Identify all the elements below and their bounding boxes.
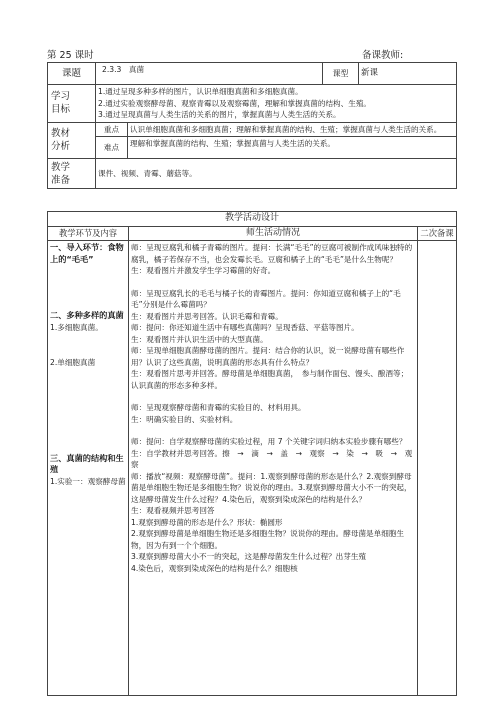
section1-title: 一、导入环节：食物上的“毛毛” (50, 242, 124, 264)
activity-line: 生：观看视频并思考回答 (131, 506, 215, 515)
goal-item: 2.通过实验观察酵母菌、观察青霉以及观察霉菌，理解和掌握真菌的结构、生殖。 (98, 98, 372, 108)
type-value: 新课 (359, 63, 457, 85)
activity-line: 师：播放“视频：观察酵母菌”。提问：1.观察到酵母菌的形态是什么？2.观察到酵母菌是单细胞生物还是多细胞生物？说说你的理由。3.观察到酵母菌大小不一的突起，这是酵母菌发生什么过程？4.染色后，观察到染成深色的结构是什么？ (131, 471, 412, 504)
activity-line: 生：明确实验目的、实验材料。 (131, 414, 238, 424)
section2-title: 二、多种多样的真菌 (50, 310, 124, 320)
activity-line: 生：观看图片并思考回答。认识毛霉和青霉。 (131, 311, 283, 321)
activity-line: 生：观看图片并认识生活中的大型真菌。 (131, 334, 268, 344)
col-header-stage: 教学环节及内容 (48, 226, 129, 241)
activity-line: 师：提问：自学观察酵母菌的实验过程，用 7 个关键字词归纳本实验步骤有哪些？ (131, 437, 407, 446)
teacher-label: 备课教师: (362, 50, 404, 61)
lesson-number: 第 25 课时 (47, 50, 94, 61)
type-label: 课型 (323, 63, 359, 85)
key-label: 重点 (96, 122, 128, 137)
design-table (47, 211, 457, 696)
activity-line: 师：呈现豆腐乳长的毛毛与橘子长的青霉图片。提问：你知道豆腐和橘子上的“毛毛”分别是什么霉菌吗？ (131, 288, 401, 309)
design-title: 教学活动设计 (48, 212, 457, 227)
col-header-activity: 师生活动情况 (129, 226, 418, 241)
activity-line: 生：观看图片并激发学生学习霉菌的好奇。 (131, 266, 276, 275)
section2-sub2: 2.单细胞真菌 (50, 358, 96, 367)
prep-label (48, 159, 96, 189)
topic-value: 2.3.3 真菌 (96, 63, 323, 85)
analysis-label-text: 教材分析 (51, 128, 71, 153)
activity-line: 师：呈现豆腐乳和橘子青霉的图片。提问：长满“毛毛”的豆腐可被制作成风味独特的腐乳，橘子若保存不当，也会发霉长毛。豆腐和橘子上的“毛毛”是什么生物呢？ (131, 243, 413, 264)
section3-sub: 1.实验一：观察酵母菌 (50, 476, 126, 486)
revision-cell (418, 241, 457, 696)
prep-text: 课件、视频、青霉、蘑菇等。 (96, 159, 457, 189)
activity-cell (129, 241, 418, 696)
col-header-revision: 二次备课 (418, 226, 457, 241)
activity-line: 2.观察到酵母菌是单细胞生物还是多细胞生物？说说你的理由。酵母菌是单细胞生物，因为有到一个个细胞。 (131, 529, 405, 550)
activity-line: 3.观察到酵母菌大小不一的突起，这是酵母菌发生什么过程？出芽生殖 (131, 552, 367, 561)
activity-line: 生：自学教材并思考回答。擦 → 滴 → 盖 → 观察 → 染 → 吸 → 观察 (131, 448, 413, 469)
info-table (47, 62, 457, 189)
prep-label-text: 教学准备 (51, 161, 71, 186)
goal-item: 1.通过呈现多种多样的图片，认识单细胞真菌和多细胞真菌。 (98, 87, 303, 96)
activity-line: 师：呈现单细胞真菌酵母菌的图片。提问：结合你的认识，说一说酵母菌有哪些作用？认识了这些真菌，说明真菌的形态具有什么特点？ (131, 346, 405, 367)
activity-line: 生：观看图片思考并回答。酵母菌是单细胞真菌， 参与制作面包、馒头、酿酒等；认识真菌的形态多种多样。 (131, 369, 409, 390)
activity-line: 1.观察到酵母菌的形态是什么？形状：椭圆形 (131, 517, 283, 527)
topic-label: 课题 (48, 63, 96, 85)
diff-label: 难点 (96, 137, 128, 159)
stage-cell (48, 241, 129, 696)
goals-cell (96, 85, 457, 123)
analysis-label (48, 122, 96, 159)
goal-item: 3.通过呈现真菌与人类生活的关系的图片，掌握真菌与人类生活的关系。 (98, 110, 341, 119)
section2-sub1: 1.多细胞真菌。 (50, 322, 103, 332)
goals-label-text: 学习目标 (51, 91, 71, 116)
activity-line: 师：呈现观察酵母菌和青霉的实验目的、材料用具。 (131, 403, 306, 412)
section3-title: 三、真菌的结构和生殖 (50, 452, 124, 474)
diff-text: 理解和掌握真菌的结构、生殖；掌握真菌与人类生活的关系。 (128, 137, 457, 159)
key-text: 认识单细胞真菌和多细胞真菌；理解和掌握真菌的结构、生殖；掌握真菌与人类生活的关系。 (128, 122, 457, 137)
goals-label (48, 85, 96, 123)
activity-line: 师：提问：你还知道生活中有哪些真菌吗？呈现香菇、平菇等图片。 (131, 323, 359, 332)
activity-line: 4.染色后，观察到染成深色的结构是什么？细胞核 (131, 563, 298, 573)
